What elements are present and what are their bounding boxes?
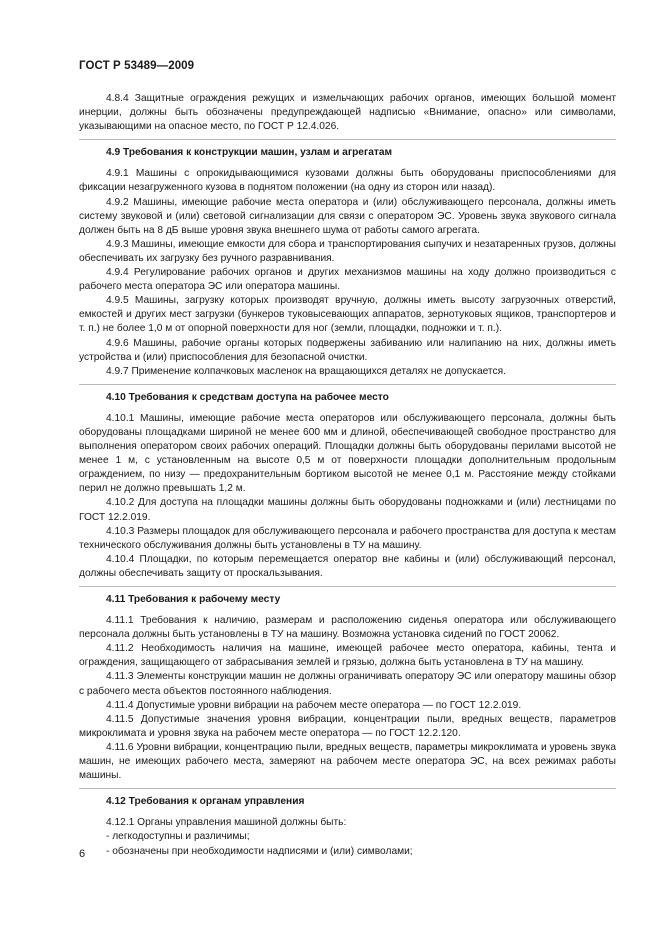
section-heading-4-10: 4.10 Требования к средствам доступа на рабочее место — [106, 391, 389, 403]
clause-4-10-4: 4.10.4 Площадки, по которым перемещается оператор вне кабины и (или) обслуживающий персонал, должны обеспечивать защиту от проскальзывания. — [79, 553, 616, 579]
clause-4-9-5: 4.9.5 Машины, загрузку которых производят вручную, должны иметь высоту загрузочных отверстий, емкостей и других мест загрузки (бункеров туковысевающих аппаратов, зернотуковых ящиков, транспортеров и т. п.) не более 1,0 м от опорной поверхности для ног (земли, площадки, подножки и т. п.). — [79, 295, 616, 335]
section-divider — [79, 586, 616, 587]
section-heading-4-12: 4.12 Требования к органам управления — [106, 796, 305, 808]
clause-4-11-4: 4.11.4 Допустимые уровни вибрации на рабочем месте оператора — по ГОСТ 12.2.019. — [106, 699, 522, 711]
clause-4-12-1: 4.12.1 Органы управления машиной должны быть: — [106, 817, 347, 829]
standard-header: ГОСТ Р 53489—2009 — [79, 60, 195, 72]
document-body — [79, 92, 616, 859]
list-item: - обозначены при необходимости надписями и (или) символами; — [106, 845, 413, 857]
section-divider — [79, 139, 616, 140]
list-item: - легкодоступны и различимы; — [106, 831, 250, 843]
clause-4-9-4: 4.9.4 Регулирование рабочих органов и других механизмов машины на ходу должно производиться с рабочего места оператора ЭС или оператора машины. — [79, 267, 616, 293]
clause-4-10-1: 4.10.1 Машины, имеющие рабочие места операторов или обслуживающего персонала, должны быть оборудованы площадками шириной не менее 600 мм и длиной, обеспечивающей свободное пространство для выполнения оператором своих рабочих операций. Площадки должны быть оборудованы перилами высотой не менее 1 м, с установленным на высоте 0,5 м от поверхности площадки дополнительным продольным ограждением, по низу — предохранительным бортиком высотой не менее 0,1 м. Расстояние между стойками перил не должно превышать 1,2 м. — [79, 412, 616, 495]
clause-4-11-6: 4.11.6 Уровни вибрации, концентрацию пыли, вредных веществ, параметры микроклимата и уровень звука машин, не имеющих рабочего места, замеряют на рабочем месте оператора ЭС, на всех режимах работы машины. — [79, 741, 616, 782]
page-number: 6 — [79, 848, 86, 860]
clause-4-9-2: 4.9.2 Машины, имеющие рабочие места оператора и (или) обслуживающего персонала, должны иметь систему звуковой и (или) световой сигнализации для связи с оператором ЭС. Уровень звука звукового сигнала должен быть на 8 дБ выше уровня звука внешнего шума от работы самого агрегата. — [79, 196, 616, 236]
clause-4-9-1: 4.9.1 Машины с опрокидывающимися кузовами должны быть оборудованы приспособлениями для фиксации незагруженного кузова в поднятом положении (на одну из сторон или назад). — [79, 168, 616, 194]
section-heading-4-9: 4.9 Требования к конструкции машин, узлам и агрегатам — [106, 147, 393, 159]
clause-4-9-3: 4.9.3 Машины, имеющие емкости для сбора и транспортирования сыпучих и незатаренных грузов, должны обеспечивать их загрузку без ручного разравнивания. — [79, 238, 616, 264]
clause-4-11-5: 4.11.5 Допустимые значения уровня вибрации, концентрации пыли, вредных веществ, параметров микроклимата и уровня звука на рабочем месте оператора — по ГОСТ 12.2.120. — [79, 713, 616, 739]
section-divider — [79, 788, 616, 789]
clause-4-8-4: 4.8.4 Защитные ограждения режущих и измельчающих рабочих органов, имеющих большой момент инерции, должны быть обозначены предупреждающей надписью «Внимание, опасно» или символами, указывающими на опасное место, по ГОСТ Р 12.4.026. — [79, 93, 616, 133]
section-heading-4-11: 4.11 Требования к рабочему месту — [106, 594, 281, 605]
section-divider — [79, 384, 616, 385]
clause-4-11-3: 4.11.3 Элементы конструкции машин не должны ограничивать оператору ЭС или оператору машины обзор с рабочего места объектов постоянного наблюдения. — [79, 671, 616, 697]
clause-4-11-2: 4.11.2 Необходимость наличия на машине, имеющей рабочее место оператора, кабины, тента и ограждения, защищающего от забрасывания землей и грязью, должна быть установлена в ТУ на машину. — [79, 643, 616, 669]
clause-4-9-6: 4.9.6 Машины, рабочие органы которых подвержены забиванию или налипанию на них, должны иметь устройства и (или) приспособления для безопасной очистки. — [79, 337, 616, 363]
clause-4-10-3: 4.10.3 Размеры площадок для обслуживающего персонала и рабочего пространства для доступа к местам технического обслуживания должны быть установлены в ТУ на машину. — [79, 525, 616, 551]
clause-4-10-2: 4.10.2 Для доступа на площадки машины должны быть оборудованы подножками и (или) лестницами по ГОСТ 12.2.019. — [79, 497, 616, 523]
clause-4-9-7: 4.9.7 Применение колпачковых масленок на вращающихся деталях не допускается. — [106, 365, 506, 377]
clause-4-11-1: 4.11.1 Требования к наличию, размерам и расположению сиденья оператора или обслуживающего персонала должны быть установлены в ТУ на машину. Возможна установка сидений по ГОСТ 20062. — [79, 615, 616, 641]
